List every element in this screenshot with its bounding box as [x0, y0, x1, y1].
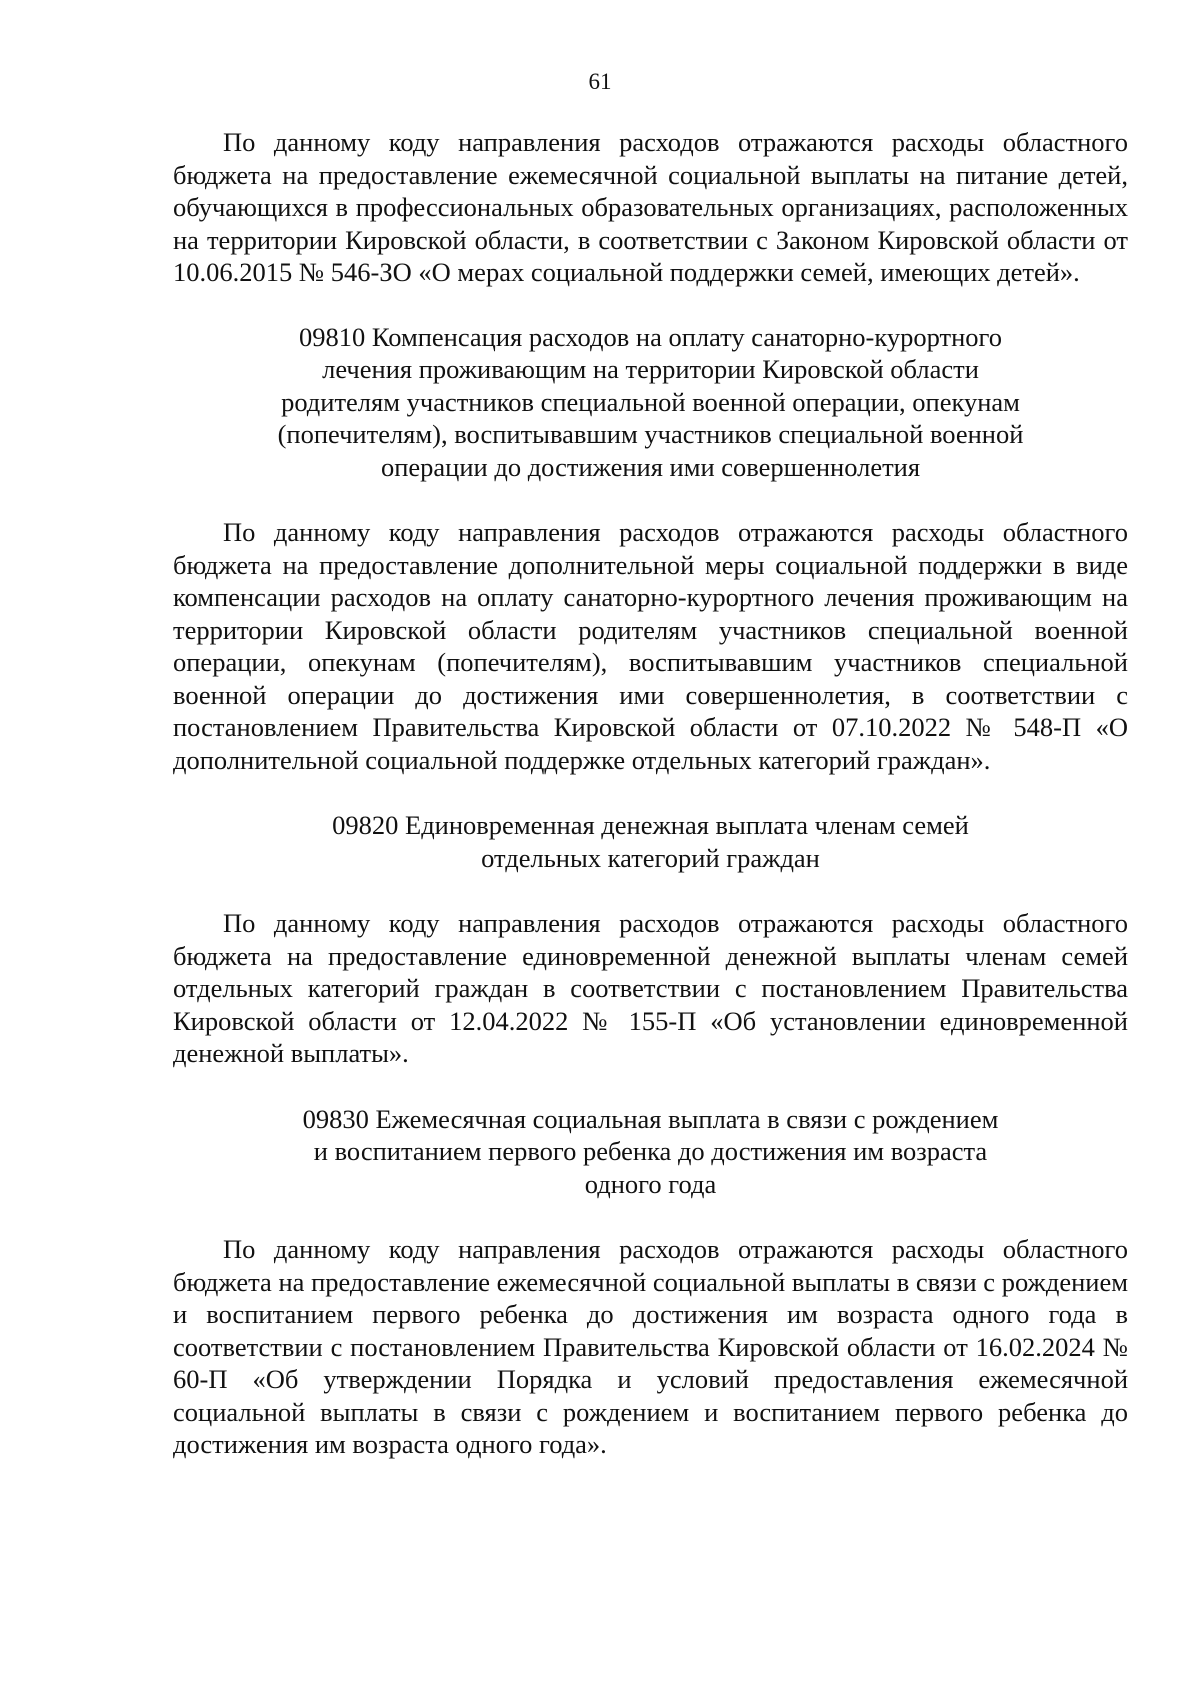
heading-line: 09830 Ежемесячная социальная выплата в связи с рождением: [302, 1103, 999, 1134]
heading-line: одного года: [584, 1168, 717, 1199]
paragraph-09800-description: По данному коду направления расходов отражаются расходы областного бюджета на предоставление ежемесячной социальной выплаты на питание детей, обучающихся в профессиональных образовательных организациях, расположенных на территории Кировской области, в соответствии с Законом Кировской области от 10.06.2015 № 546-ЗО «О мерах социальной поддержки семей, имеющих детей».: [173, 127, 1128, 287]
page-number: 61: [588, 69, 612, 94]
heading-line: 09820 Единовременная денежная выплата членам семей: [332, 810, 969, 840]
paragraph-09820-description: По данному коду направления расходов отражаются расходы областного бюджета на предоставление единовременной денежной выплаты членам семей отдельных категорий граждан в соответствии с постановлением Правительства Кировской области от 12.04.2022 № 155-П «Об установлении единовременной денежной выплаты».: [173, 908, 1128, 1068]
paragraph-09810-description: По данному коду направления расходов отражаются расходы областного бюджета на предоставление дополнительной меры социальной поддержки в виде компенсации расходов на оплату санаторно-курортного лечения проживающим на территории Кировской области родителям участников специальной военной операции, опекунам (попечителям), воспитывавшим участников специальной военной операции до достижения ими совершеннолетия, в соответствии с постановлением Правительства Кировской области от 07.10.2022 № 548-П «О дополнительной социальной поддержке отдельных категорий граждан».: [173, 517, 1128, 775]
heading-line: и воспитанием первого ребенка до достижения им возраста: [313, 1136, 988, 1166]
heading-line: 09810 Компенсация расходов на оплату санаторно-курортного: [298, 321, 1003, 352]
heading-line: отдельных категорий граждан: [481, 842, 820, 873]
heading-line: родителям участников специальной военной операции, опекунам: [281, 386, 1020, 417]
heading-line: (попечителям), воспитывавшим участников специальной военной: [277, 419, 1024, 449]
heading-line: операции до достижения ими совершеннолетия: [380, 451, 921, 482]
section-heading-09830: [231, 1103, 1071, 1201]
document-body: [173, 126, 1128, 1461]
section-heading-09810: [231, 321, 1071, 484]
paragraph-09830-description: По данному коду направления расходов отражаются расходы областного бюджета на предоставление ежемесячной социальной выплаты в связи с рождением и воспитанием первого ребенка до достижения им возраста одного года в соответствии с постановлением Правительства Кировской области от 16.02.2024 № 60-П «Об утверждении Порядка и условий предоставления ежемесячной социальной выплаты в связи с рождением и воспитанием первого ребенка до достижения им возраста одного года».: [173, 1234, 1128, 1459]
section-heading-09820: [231, 809, 1071, 874]
heading-line: лечения проживающим на территории Кировской области: [322, 354, 979, 384]
